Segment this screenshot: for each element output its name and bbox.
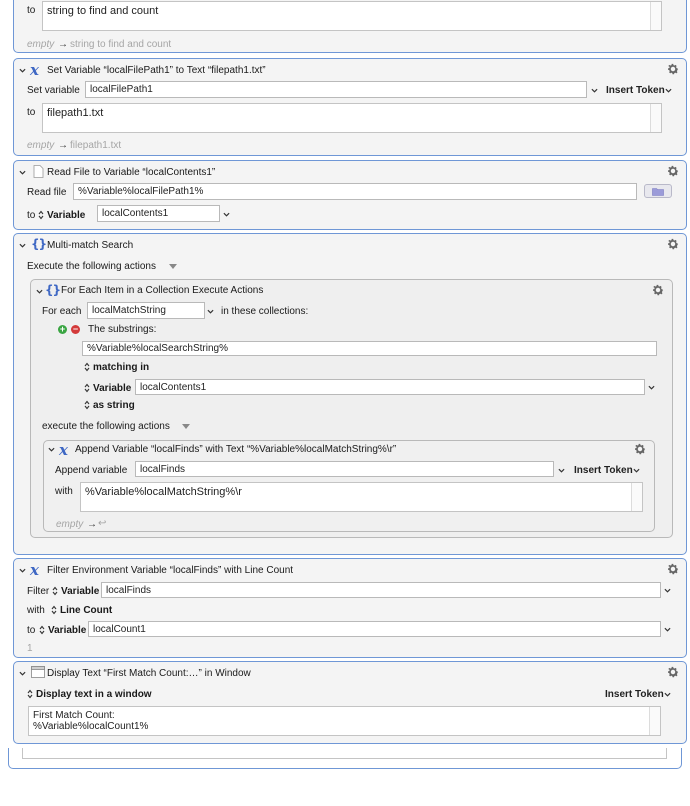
for-each-braces-icon: {} bbox=[45, 283, 61, 297]
next-action-panel bbox=[8, 748, 682, 769]
filter-type-stepper-icon[interactable] bbox=[52, 586, 58, 596]
item-variable-value: localMatchString bbox=[92, 305, 166, 316]
insert-token-chevron-icon[interactable] bbox=[633, 468, 640, 473]
destination-variable-field[interactable] bbox=[97, 205, 220, 222]
remove-collection-button[interactable]: − bbox=[72, 324, 79, 334]
top-to-value: string to find and count bbox=[47, 5, 159, 17]
filter-variable-field[interactable] bbox=[101, 582, 661, 598]
result-preview: 1 bbox=[27, 643, 33, 654]
empty-preview: filepath1.txt bbox=[70, 140, 122, 151]
action-title: Set Variable “localFilePath1” to Text “filepath1.txt” bbox=[47, 65, 266, 76]
filter-variable-chevron-icon[interactable] bbox=[664, 588, 671, 593]
filter-variable-action[interactable] bbox=[13, 558, 687, 658]
variable-type-label[interactable]: Variable bbox=[61, 586, 100, 597]
gear-icon[interactable] bbox=[666, 665, 680, 679]
action-title: Multi-match Search bbox=[47, 240, 134, 251]
filter-label: Filter bbox=[27, 586, 50, 597]
insert-token-button[interactable]: Insert Token bbox=[574, 465, 633, 476]
for-each-action[interactable] bbox=[30, 279, 673, 538]
action-title: Read File to Variable “localContents1” bbox=[47, 167, 216, 178]
gear-icon[interactable] bbox=[666, 164, 680, 178]
item-variable-field[interactable] bbox=[87, 302, 205, 319]
to-label: to bbox=[27, 625, 36, 636]
matching-in-label[interactable]: matching in bbox=[93, 362, 150, 373]
append-variable-label: Append variable bbox=[55, 465, 128, 476]
gear-icon[interactable] bbox=[666, 562, 680, 576]
top-to-field[interactable] bbox=[42, 1, 662, 31]
destination-type-stepper-icon[interactable] bbox=[39, 625, 45, 635]
add-collection-button[interactable]: + bbox=[59, 324, 66, 334]
empty-preview: string to find and count bbox=[70, 39, 172, 50]
collapse-chevron-icon[interactable] bbox=[48, 447, 55, 452]
collapse-chevron-icon[interactable] bbox=[19, 671, 26, 676]
filter-variable-value: localFinds bbox=[106, 585, 152, 596]
empty-hint: empty bbox=[56, 519, 84, 530]
return-symbol: ↩ bbox=[98, 518, 107, 529]
insert-token-chevron-icon[interactable] bbox=[664, 692, 671, 697]
for-each-label: For each bbox=[42, 306, 82, 317]
in-collections-label: in these collections: bbox=[221, 306, 309, 317]
multi-match-group-action[interactable] bbox=[13, 233, 687, 555]
item-variable-chevron-icon[interactable] bbox=[207, 309, 214, 314]
append-variable-field[interactable] bbox=[135, 461, 554, 477]
to-text-field[interactable] bbox=[42, 103, 662, 133]
display-mode-label[interactable]: Display text in a window bbox=[36, 689, 152, 700]
display-mode-stepper-icon[interactable] bbox=[27, 689, 33, 699]
variable-x-icon: x bbox=[30, 61, 39, 79]
matching-variable-field[interactable] bbox=[135, 379, 645, 395]
variable-name-field[interactable] bbox=[85, 81, 587, 98]
textarea-scrollbar[interactable] bbox=[650, 2, 661, 30]
empty-arrow: → bbox=[58, 140, 68, 151]
variable-name-value: localFilePath1 bbox=[90, 84, 153, 95]
variable-type-label[interactable]: Variable bbox=[47, 210, 86, 221]
gear-icon[interactable] bbox=[666, 62, 680, 76]
read-file-label: Read file bbox=[27, 187, 67, 198]
display-text-field[interactable] bbox=[28, 706, 661, 736]
textarea-scrollbar[interactable] bbox=[650, 104, 661, 132]
variable-x-icon: x bbox=[59, 441, 68, 459]
variable-type-label[interactable]: Variable bbox=[93, 383, 132, 394]
variable-dropdown-chevron-icon[interactable] bbox=[591, 88, 598, 93]
to-label: to bbox=[27, 107, 36, 118]
empty-hint: empty bbox=[27, 39, 55, 50]
with-text-value: %Variable%localMatchString%\r bbox=[85, 486, 242, 498]
read-file-action[interactable] bbox=[13, 160, 687, 230]
execute-options-triangle-icon[interactable] bbox=[182, 424, 190, 429]
append-variable-action[interactable] bbox=[43, 440, 655, 532]
filter-mode-stepper-icon[interactable] bbox=[51, 605, 57, 615]
group-braces-icon: {} bbox=[31, 237, 47, 251]
collapse-chevron-icon[interactable] bbox=[19, 568, 26, 573]
to-label: to bbox=[27, 5, 36, 16]
action-title: Filter Environment Variable “localFinds” with Line Count bbox=[47, 565, 294, 576]
insert-token-button[interactable]: Insert Token bbox=[606, 85, 665, 96]
file-path-value: %Variable%localFilePath1% bbox=[78, 186, 204, 197]
matching-variable-value: localContents1 bbox=[140, 382, 207, 393]
with-label: with bbox=[27, 605, 45, 616]
set-variable-label: Set variable bbox=[27, 85, 80, 96]
action-title: For Each Item in a Collection Execute Actions bbox=[61, 285, 264, 296]
variable-x-icon: x bbox=[30, 561, 39, 579]
variable-dropdown-chevron-icon[interactable] bbox=[223, 212, 230, 217]
gear-icon[interactable] bbox=[651, 283, 665, 297]
as-string-stepper-icon[interactable] bbox=[84, 400, 90, 410]
variable-type-label[interactable]: Variable bbox=[48, 625, 87, 636]
execute-following-label: execute the following actions bbox=[42, 421, 170, 432]
choose-file-button[interactable] bbox=[644, 184, 672, 198]
to-text-value: filepath1.txt bbox=[47, 107, 104, 119]
display-text-action[interactable] bbox=[13, 661, 687, 744]
matching-variable-chevron-icon[interactable] bbox=[648, 385, 655, 390]
destination-variable-chevron-icon[interactable] bbox=[664, 627, 671, 632]
next-action-inner-frame bbox=[22, 748, 667, 759]
destination-variable-field[interactable] bbox=[88, 621, 661, 637]
collapse-chevron-icon[interactable] bbox=[19, 243, 26, 248]
empty-arrow: → bbox=[87, 519, 97, 530]
gear-icon[interactable] bbox=[666, 237, 680, 251]
substrings-value: %Variable%localSearchString% bbox=[87, 343, 228, 354]
with-text-field[interactable] bbox=[80, 482, 643, 512]
gear-icon[interactable] bbox=[633, 442, 647, 456]
destination-type-stepper-icon[interactable] bbox=[38, 210, 44, 220]
display-text-line-1: First Match Count: bbox=[33, 710, 115, 721]
with-label: with bbox=[55, 486, 73, 497]
action-title: Append Variable “localFinds” with Text “%Variable%localMatchString%\r” bbox=[75, 444, 397, 455]
collapse-chevron-icon[interactable] bbox=[19, 170, 26, 175]
action-title: Display Text “First Match Count:…” in Window bbox=[47, 668, 251, 679]
document-icon bbox=[33, 165, 44, 178]
window-icon bbox=[31, 666, 45, 678]
empty-hint: empty bbox=[27, 140, 55, 151]
substrings-field[interactable] bbox=[82, 341, 657, 356]
insert-token-button[interactable]: Insert Token bbox=[605, 689, 664, 700]
variable-dropdown-chevron-icon[interactable] bbox=[558, 468, 565, 473]
execute-actions-label: Execute the following actions bbox=[27, 261, 156, 272]
display-text-line-2: %Variable%localCount1% bbox=[33, 721, 149, 732]
substrings-label: The substrings: bbox=[88, 324, 157, 335]
set-variable-action[interactable] bbox=[13, 58, 687, 156]
top-action-panel bbox=[13, 0, 687, 53]
collapse-chevron-icon[interactable] bbox=[19, 68, 26, 73]
source-type-stepper-icon[interactable] bbox=[84, 383, 90, 393]
as-string-label[interactable]: as string bbox=[93, 400, 135, 411]
folder-icon bbox=[652, 187, 664, 196]
destination-variable-value: localContents1 bbox=[102, 208, 169, 219]
textarea-scrollbar[interactable] bbox=[631, 483, 642, 511]
collapse-chevron-icon[interactable] bbox=[36, 289, 43, 294]
empty-arrow: → bbox=[58, 39, 68, 50]
file-path-field[interactable] bbox=[73, 183, 637, 200]
append-variable-value: localFinds bbox=[140, 464, 186, 475]
filter-mode-label[interactable]: Line Count bbox=[60, 605, 113, 616]
insert-token-chevron-icon[interactable] bbox=[665, 88, 672, 93]
to-label: to bbox=[27, 210, 36, 221]
matching-mode-stepper-icon[interactable] bbox=[84, 362, 90, 372]
destination-variable-value: localCount1 bbox=[93, 624, 146, 635]
textarea-scrollbar[interactable] bbox=[649, 707, 660, 735]
execute-options-triangle-icon[interactable] bbox=[169, 264, 177, 269]
